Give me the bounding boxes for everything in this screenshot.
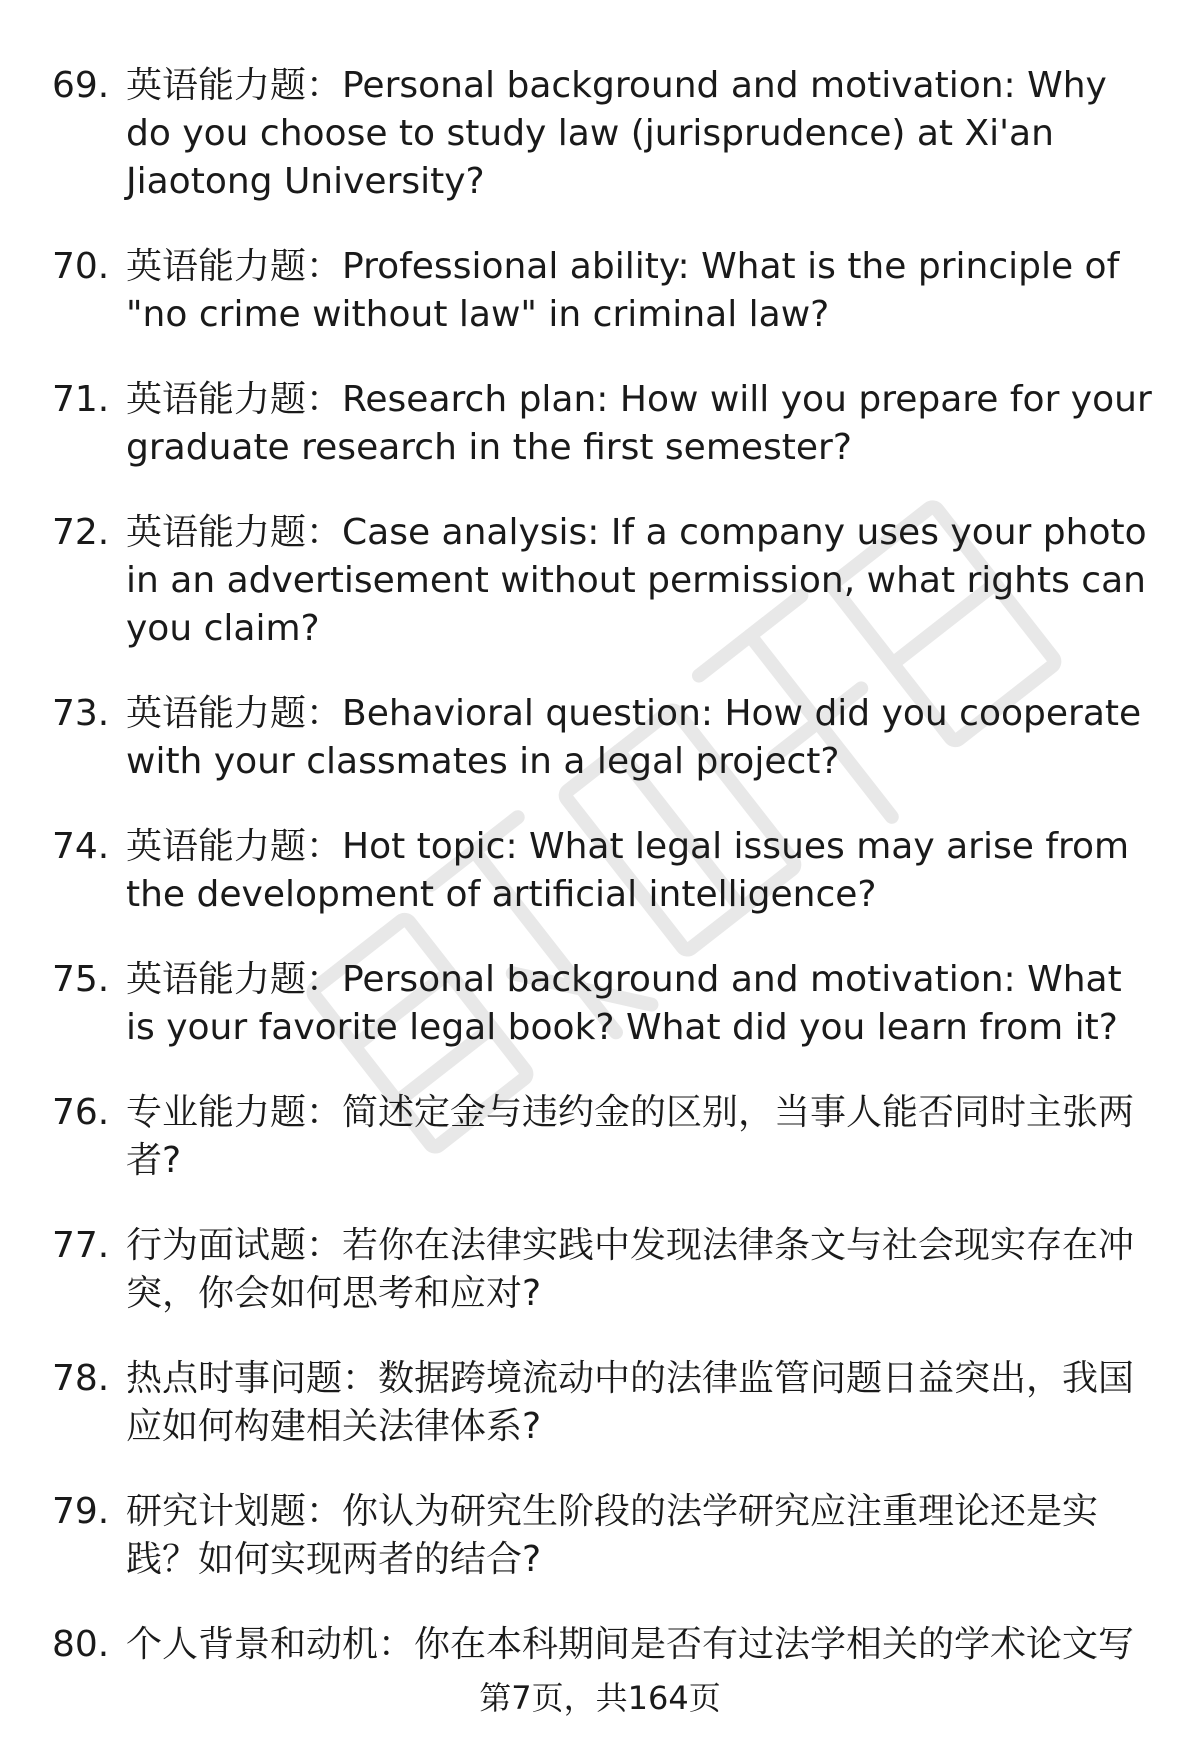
question-text: 英语能力题：Behavioral question: How did you cooperate with your classmates in a legal project? xyxy=(126,693,1142,782)
question-number: 72. xyxy=(52,512,110,553)
question-text: 研究计划题：你认为研究生阶段的法学研究应注重理论还是实践？如何实现两者的结合? xyxy=(126,1491,1099,1580)
question-item xyxy=(52,243,1152,339)
question-item xyxy=(52,376,1152,472)
question-text: 专业能力题：简述定金与违约金的区别，当事人能否同时主张两者? xyxy=(126,1092,1135,1181)
question-item xyxy=(52,1089,1152,1185)
question-text: 英语能力题：Personal background and motivation: What is your favorite legal book? What did you learn from it? xyxy=(126,959,1122,1048)
question-number: 71. xyxy=(52,379,110,420)
question-number: 76. xyxy=(52,1092,110,1133)
question-number: 77. xyxy=(52,1225,110,1266)
question-number: 79. xyxy=(52,1491,110,1532)
question-item xyxy=(52,956,1152,1052)
question-item xyxy=(52,823,1152,919)
question-text: 热点时事问题：数据跨境流动中的法律监管问题日益突出，我国应如何构建相关法律体系? xyxy=(126,1358,1135,1447)
question-number: 74. xyxy=(52,826,110,867)
question-item xyxy=(52,509,1152,653)
question-text: 英语能力题：Hot topic: What legal issues may arise from the development of artificial intelligence? xyxy=(126,826,1130,915)
question-text: 英语能力题：Case analysis: If a company uses your photo in an advertisement without permission, what rights can you claim? xyxy=(126,512,1147,649)
question-text: 英语能力题：Professional ability: What is the principle of "no crime without law" in criminal law? xyxy=(126,246,1120,335)
question-item xyxy=(52,690,1152,786)
question-number: 80. xyxy=(52,1624,110,1665)
question-item xyxy=(52,62,1152,206)
question-number: 73. xyxy=(52,693,110,734)
question-number: 78. xyxy=(52,1358,110,1399)
question-text: 英语能力题：Research plan: How will you prepare for your graduate research in the first semester? xyxy=(126,379,1152,468)
question-item xyxy=(52,1488,1152,1584)
question-text: 英语能力题：Personal background and motivation: Why do you choose to study law (jurisprudence) at Xi'an Jiaotong University? xyxy=(126,65,1107,202)
question-text: 个人背景和动机：你在本科期间是否有过法学相关的学术论文写 xyxy=(126,1624,1135,1665)
question-number: 75. xyxy=(52,959,110,1000)
question-number: 70. xyxy=(52,246,110,287)
question-item xyxy=(52,1355,1152,1451)
question-text: 行为面试题：若你在法律实践中发现法律条文与社会现实存在冲突，你会如何思考和应对? xyxy=(126,1225,1135,1314)
page-footer: 第7页，共164页 xyxy=(479,1679,721,1717)
question-item xyxy=(52,1222,1152,1318)
question-number: 69. xyxy=(52,65,110,106)
question-item xyxy=(52,1621,1152,1669)
question-list xyxy=(52,62,1152,1706)
